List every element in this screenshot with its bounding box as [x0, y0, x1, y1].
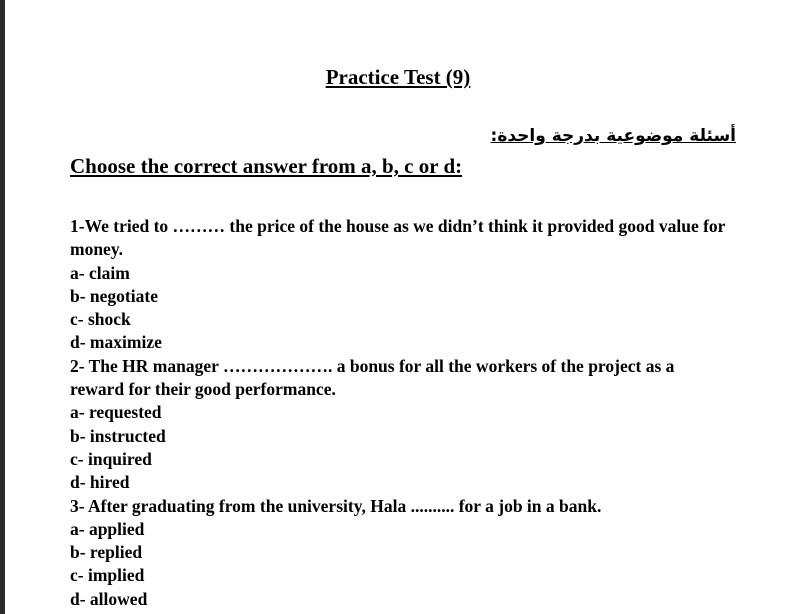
answer-option: c- implied: [70, 565, 145, 586]
question-3: [70, 495, 730, 611]
answer-option: a- applied: [70, 518, 145, 539]
instructions-heading: Choose the correct answer from a, b, c or d:: [70, 154, 463, 178]
answer-option: b- replied: [70, 542, 143, 563]
question-stem: 1-We tried to ……… the price of the house as we didn’t think it provided good value for money.: [70, 216, 726, 260]
answer-option: d- hired: [70, 472, 130, 493]
answer-option: b- instructed: [70, 425, 166, 446]
answer-option: d- maximize: [70, 332, 162, 353]
answer-option: c- shock: [70, 309, 131, 330]
answer-option: b- negotiate: [70, 285, 158, 306]
question-1: [70, 215, 730, 355]
question-stem: 2- The HR manager ………………. a bonus for all the workers of the project as a reward for their good performance.: [70, 355, 675, 400]
question-2: [70, 355, 730, 495]
answer-option: a- claim: [70, 262, 130, 283]
answer-option: a- requested: [70, 402, 162, 423]
question-list: [70, 215, 730, 611]
arabic-section-heading: أسئلة موضوعية بدرجة واحدة:: [490, 126, 736, 146]
page-title: Practice Test (9): [325, 65, 471, 89]
question-stem: 3- After graduating from the university, Hala .......... for a job in a bank.: [70, 495, 602, 516]
answer-option: d- allowed: [70, 588, 148, 609]
answer-option: c- inquired: [70, 448, 152, 469]
